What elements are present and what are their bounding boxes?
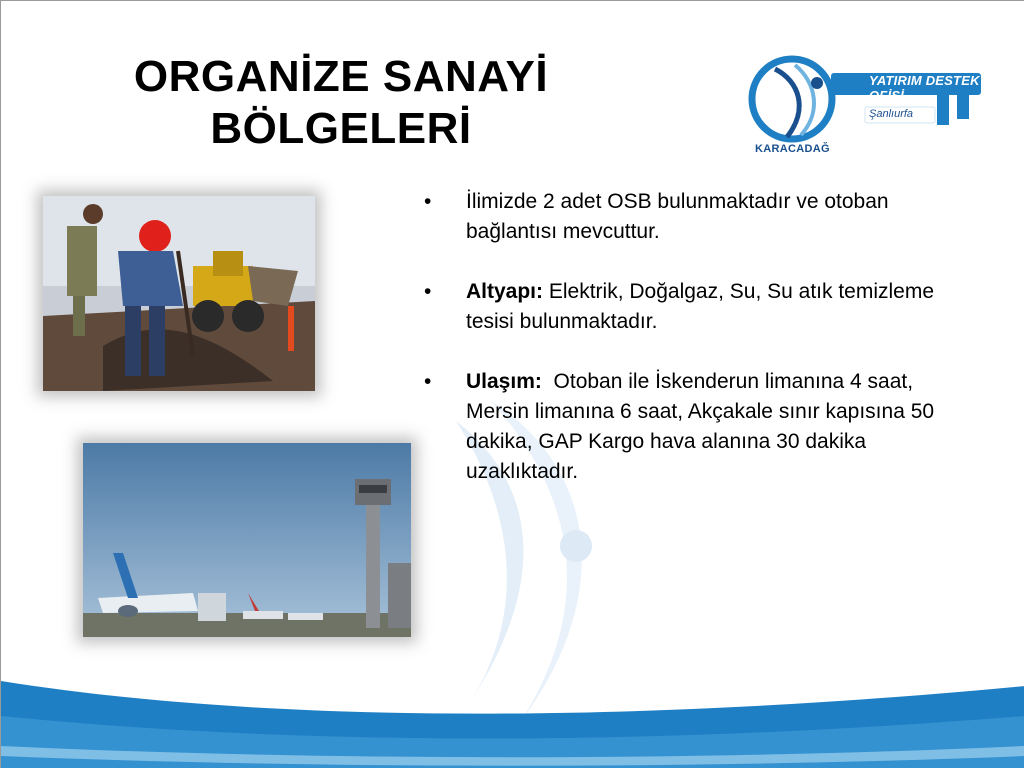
yatirim-destek-ofisi-logo bbox=[747, 51, 987, 169]
logo-title: YATIRIM DESTEK OFİSİ bbox=[869, 73, 980, 103]
bullet-item-altyapi bbox=[421, 277, 981, 337]
bullet-list bbox=[421, 187, 981, 517]
title-line-1: ORGANİZE SANAYİ bbox=[133, 52, 549, 101]
bullet-text: İlimizde 2 adet OSB bulunmaktadır ve otoban bağlantısı mevcuttur. bbox=[466, 190, 889, 243]
logo-city: Şanlıurfa bbox=[869, 108, 914, 120]
construction-workers-photo bbox=[43, 196, 315, 391]
bullet-item-ulasim bbox=[421, 367, 981, 487]
airport-photo bbox=[83, 443, 411, 637]
bullet-item-osb bbox=[421, 187, 981, 247]
footer-wave bbox=[1, 661, 1024, 768]
bullet-label: Altyapı: bbox=[466, 280, 544, 303]
bullet-label: Ulaşım: bbox=[466, 370, 542, 393]
logo-brand: KARACADAĞ bbox=[755, 143, 830, 155]
bullet-text: Elektrik, Doğalgaz, Su, Su atık temizleme tesisi bulunmaktadır. bbox=[466, 280, 935, 333]
page-title bbox=[61, 51, 621, 155]
bullet-marker: • bbox=[424, 370, 432, 393]
title-line-2: BÖLGELERİ bbox=[210, 104, 472, 153]
bullet-text: Otoban ile İskenderun limanına 4 saat, Mersin limanına 6 saat, Akçakale sınır kapısına 50 dakika, GAP Kargo hava alanına 30 dakika uzaklıktadır. bbox=[466, 370, 940, 483]
bullet-marker: • bbox=[424, 280, 432, 303]
bullet-marker: • bbox=[424, 190, 432, 213]
